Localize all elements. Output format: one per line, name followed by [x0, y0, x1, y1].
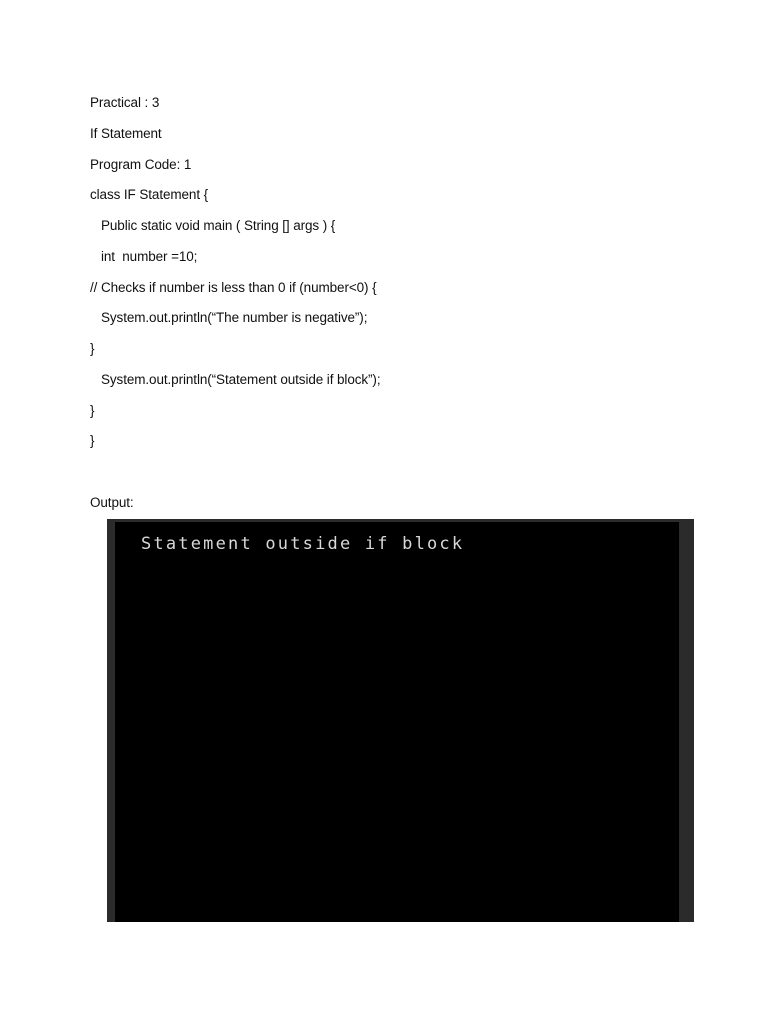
code-line: }: [90, 403, 95, 418]
code-line: Public static void main ( String [] args ) {: [101, 218, 336, 233]
topic-heading: If Statement: [90, 126, 162, 141]
practical-heading: Practical : 3: [90, 95, 160, 110]
code-line: }: [90, 433, 95, 448]
code-line: // Checks if number is less than 0 if (number<0) {: [90, 280, 377, 295]
code-line: class IF Statement {: [90, 187, 209, 202]
code-line: System.out.println(“The number is negative”);: [101, 310, 368, 325]
code-line: int number =10;: [101, 249, 198, 264]
console-output-screenshot: [107, 519, 694, 922]
code-line: }: [90, 341, 95, 356]
console-output-text: Statement outside if block: [141, 534, 465, 554]
program-code-label: Program Code: 1: [90, 157, 192, 172]
output-label: Output:: [90, 495, 134, 510]
code-line: System.out.println(“Statement outside if block”);: [101, 372, 381, 387]
